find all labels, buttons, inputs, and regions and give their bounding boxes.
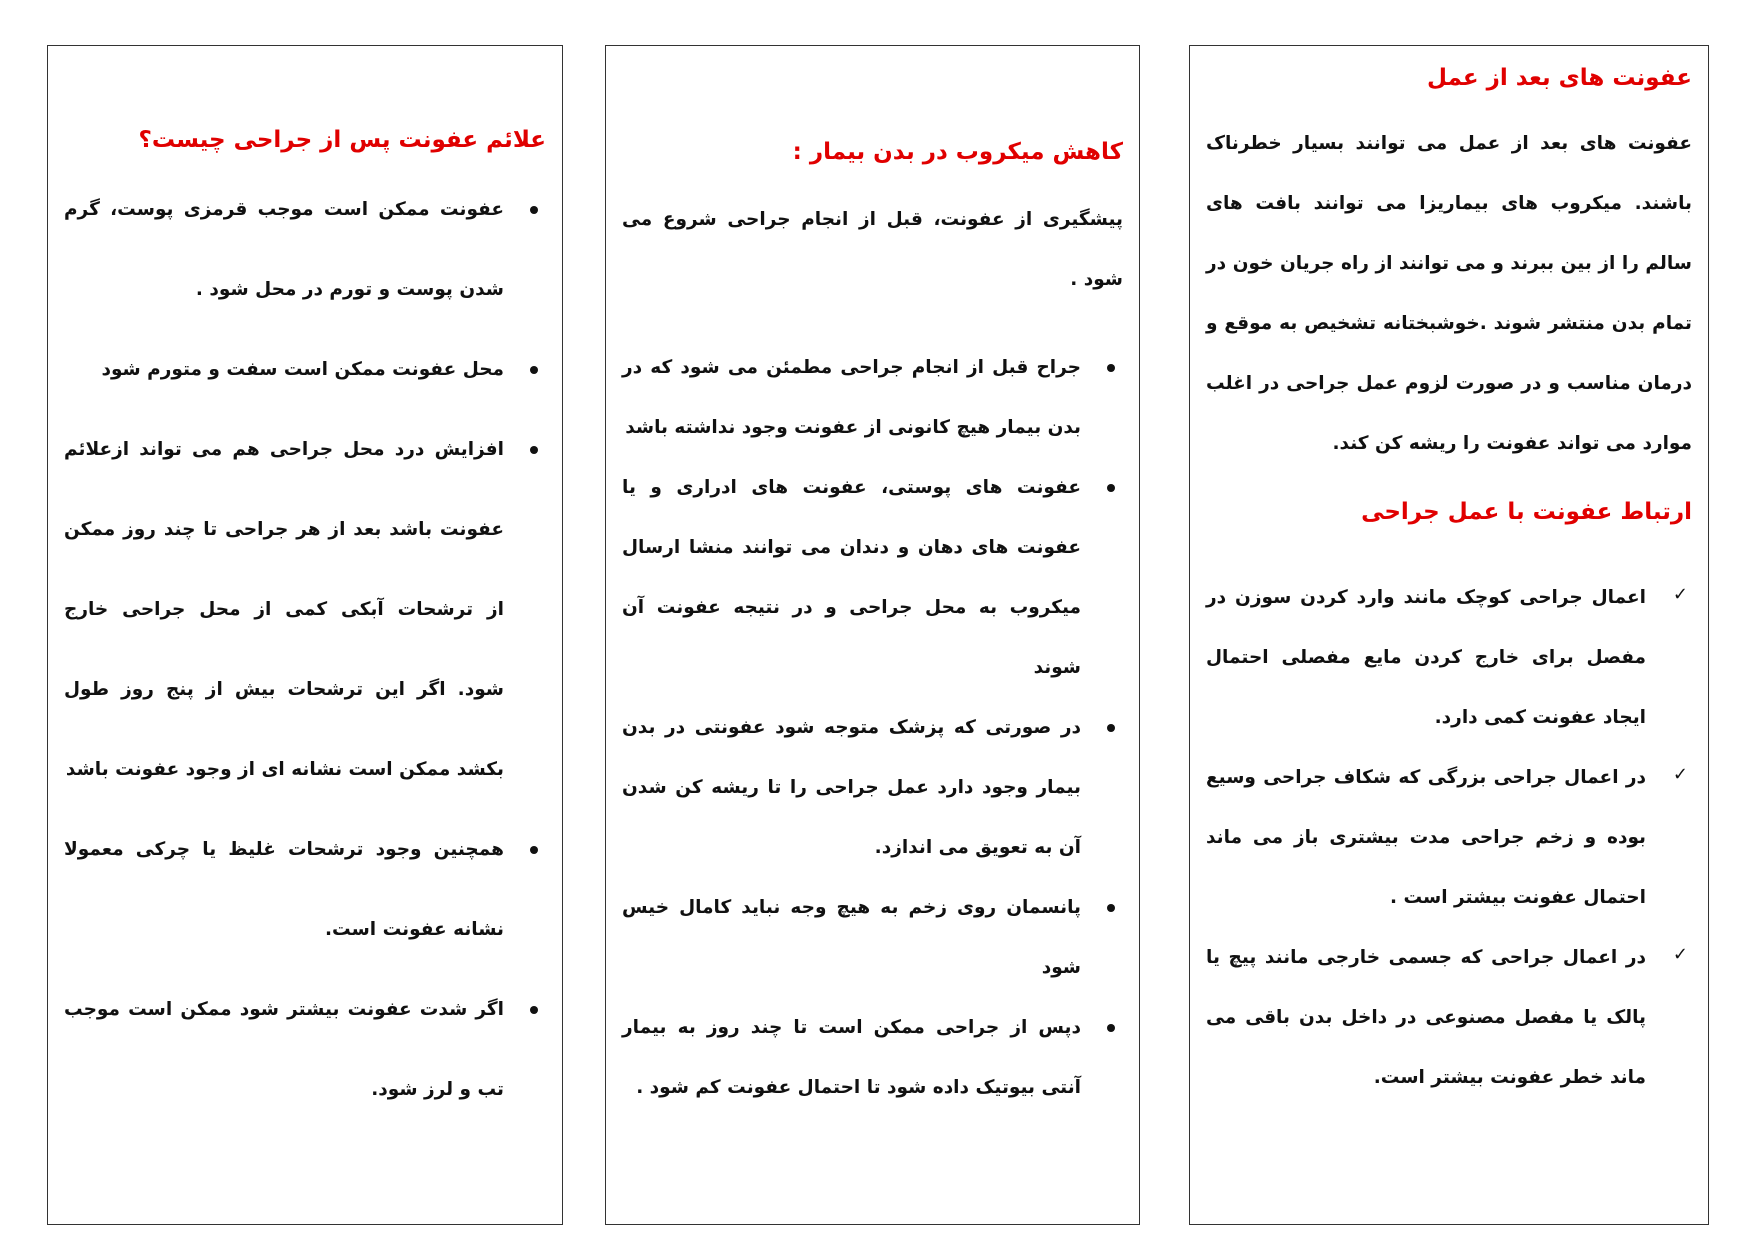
list-item: در صورتی که پزشک متوجه شود عفونتی در بدن بیمار وجود دارد عمل جراحی را تا ریشه کن شدن آن به تعویق می اندازد. bbox=[622, 698, 1123, 878]
list-item: جراح قبل از انجام جراحی مطمئن می شود که در بدن بیمار هیچ کانونی از عفونت وجود نداشته باشد bbox=[622, 338, 1123, 458]
list-item bbox=[1206, 568, 1692, 748]
list-item: محل عفونت ممکن است سفت و متورم شود bbox=[64, 330, 546, 410]
surgery-risk-list bbox=[1206, 568, 1692, 1108]
list-item: عفونت های پوستی، عفونت های ادراری و یا عفونت های دهان و دندان می توانند منشا ارسال میکروب به محل جراحی و در نتیجه عفونت آن شوند bbox=[622, 458, 1123, 698]
list-item-text: در اعمال جراحی بزرگی که شکاف جراحی وسیع بوده و زخم جراحی مدت بیشتری باز می ماند احتمال عفونت بیشتر است . bbox=[1206, 766, 1646, 908]
microbe-reduction-heading: کاهش میکروب در بدن بیمار : bbox=[792, 139, 1123, 165]
left-panel bbox=[47, 45, 563, 1225]
middle-panel bbox=[605, 45, 1140, 1225]
list-item-text: در اعمال جراحی که جسمی خارجی مانند پیچ یا پالک یا مفصل مصنوعی در داخل بدن باقی می ماند خطر عفونت بیشتر است. bbox=[1206, 946, 1646, 1088]
list-item: عفونت ممکن است موجب قرمزی پوست، گرم شدن پوست و تورم در محل شود . bbox=[64, 170, 546, 330]
list-item-text: اعمال جراحی کوچک مانند وارد کردن سوزن در مفصل برای خارج کردن مایع مفصلی احتمال ایجاد عفونت کمی دارد. bbox=[1206, 586, 1646, 728]
symptoms-heading: علائم عفونت پس از جراحی چیست؟ bbox=[138, 127, 546, 153]
list-item: پانسمان روی زخم به هیچ وجه نباید کامال خیس شود bbox=[622, 878, 1123, 998]
post-op-infections-paragraph: عفونت های بعد از عمل می توانند بسیار خطرناک باشند. میکروب های بیماریزا می توانند بافت های سالم را از بین ببرند و می توانند از راه جریان خون در تمام بدن منتشر شوند .خوشبختانه تشخیص به موقع و درمان مناسب و در صورت لزوم عمل جراحی در اغلب موارد می تواند عفونت را ریشه کن کند. bbox=[1206, 132, 1692, 454]
checkmark-icon: ✓ bbox=[1672, 763, 1688, 785]
list-item: افزایش درد محل جراحی هم می تواند ازعلائم عفونت باشد بعد از هر جراحی تا چند روز ممکن از ترشحات آبکی کمی از محل جراحی خارج شود. اگر این ترشحات بیش از پنج روز طول بکشد ممکن است نشانه ای از وجود عفونت باشد bbox=[64, 410, 546, 810]
infection-surgery-relation-heading: ارتباط عفونت با عمل جراحی bbox=[1361, 498, 1692, 525]
list-item: همچنین وجود ترشحات غلیظ یا چرکی معمولا نشانه عفونت است. bbox=[64, 810, 546, 970]
list-item: اگر شدت عفونت بیشتر شود ممکن است موجب تب و لرز شود. bbox=[64, 970, 546, 1130]
post-op-infections-heading: عفونت های بعد از عمل bbox=[1426, 65, 1692, 91]
list-item bbox=[1206, 748, 1692, 928]
right-panel bbox=[1189, 45, 1709, 1225]
prevention-intro: پیشگیری از عفونت، قبل از انجام جراحی شروع می شود . bbox=[622, 208, 1123, 290]
checkmark-icon: ✓ bbox=[1672, 583, 1688, 605]
list-item bbox=[1206, 928, 1692, 1108]
symptoms-list bbox=[64, 170, 546, 1130]
checkmark-icon: ✓ bbox=[1672, 943, 1688, 965]
prevention-list bbox=[622, 338, 1123, 1118]
list-item: دپس از جراحی ممکن است تا چند روز به بیمار آنتی بیوتیک داده شود تا احتمال عفونت کم شود . bbox=[622, 998, 1123, 1118]
